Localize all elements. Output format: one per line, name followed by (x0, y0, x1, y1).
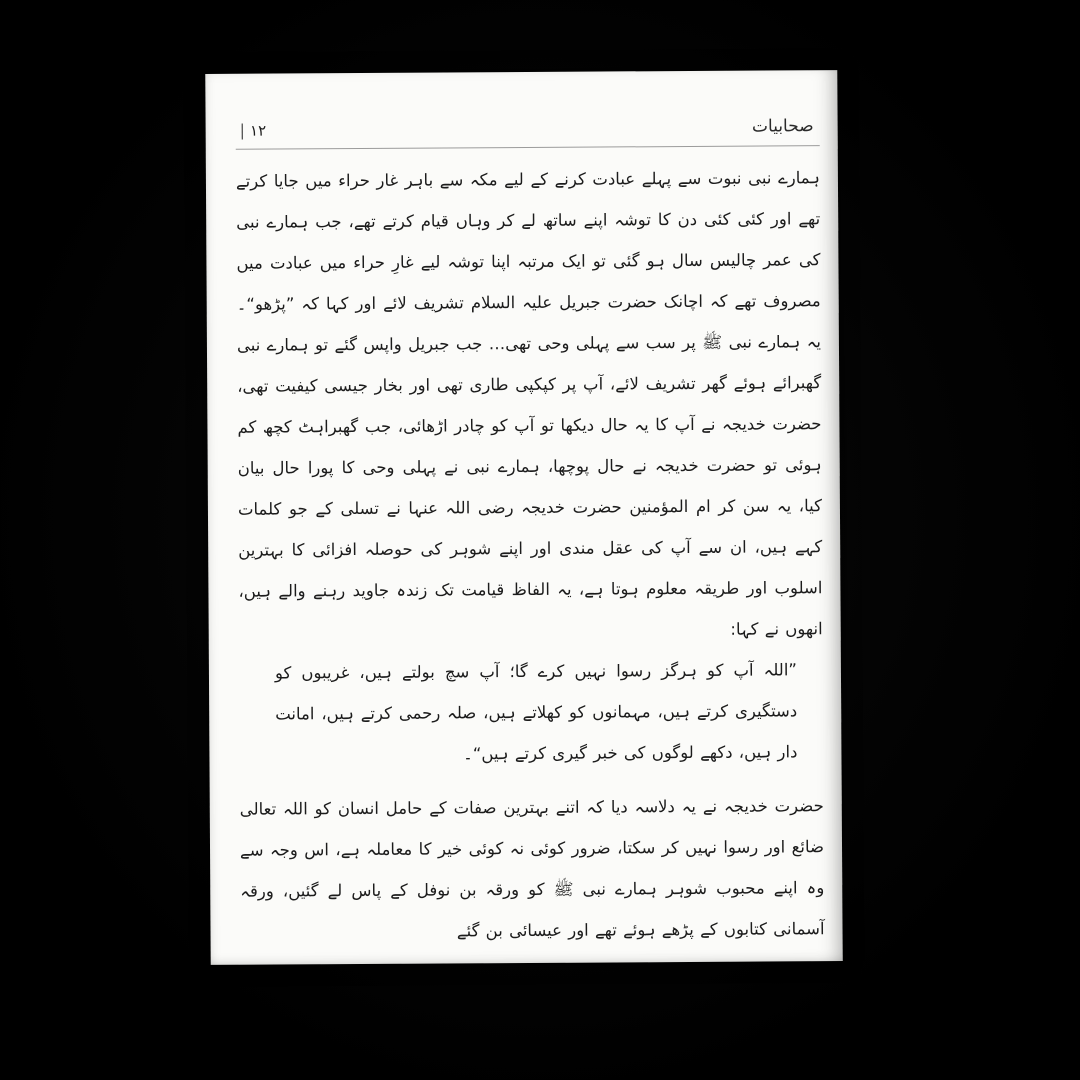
paragraph-revelation-story: ہمارے نبی نبوت سے پہلے عبادت کرنے کے لیے مکہ سے باہر غار حراء میں جایا کرتے تھے اور کئی کئی دن کا توشہ اپنے ساتھ لے کر وہاں قیام کرتے تھے، جب ہمارے نبی کی عمر چالیس سال ہو گئی تو ایک مرتبہ اپنا توشہ لیے غارِ حراء میں عبادت میں مصروف تھے کہ اچانک حضرت جبریل علیہ السلام تشریف لائے اور کہا کہ ”پڑھو“۔ یہ ہمارے نبی ﷺ پر سب سے پہلی وحی تھی… جب جبریل واپس گئے تو ہمارے نبی گھبرائے ہوئے گھر تشریف لائے، آپ پر کپکپی طاری تھی اور بخار جیسی کیفیت تھی، حضرت خدیجہ نے آپ کا یہ حال دیکھا تو آپ کو چادر اڑھائی، جب گھبراہٹ کچھ کم ہوئی تو حضرت خدیجہ نے حال پوچھا، ہمارے نبی نے پہلی وحی کا پورا حال بیان کیا، یہ سن کر ام المؤمنین حضرت خدیجہ رضی اللہ عنہا نے تسلی کے جو کلمات کہے ہیں، ان سے آپ کی عقل مندی اور اپنے شوہر کی حوصلہ افزائی کا بہترین اسلوب اور طریقہ معلوم ہوتا ہے، یہ الفاظ قیامت تک زندہ جاوید رہنے والے ہیں، انھوں نے کہا: (235, 168, 823, 639)
page-number-group (240, 121, 267, 140)
page-body (236, 157, 825, 953)
book-title: صحابیات (751, 116, 814, 137)
paragraph-khadija-quote: ”اللہ آپ کو ہرگز رسوا نہیں کرے گا؛ آپ سچ بولتے ہیں، غریبوں کو دستگیری کرتے ہیں، مہمانوں کو کھلاتے ہیں، صلہ رحمی کرتے ہیں، امانت دار ہیں، دکھے لوگوں کی خبر گیری کرتے ہیں“۔ (274, 660, 798, 764)
book-page (205, 70, 842, 965)
paragraph-waraqa-story: حضرت خدیجہ نے یہ دلاسہ دیا کہ اتنے بہترین صفات کے حامل انسان کو اللہ تعالی ضائع اور رسوا نہیں کر سکتا، ضرور کوئی نہ کوئی خیر کا معاملہ ہے، اس وجہ سے وہ اپنے محبوب شوہر ہمارے نبی ﷺ کو ورقہ بن نوفل کے پاس لے گئیں، ورقہ آسمانی کتابوں کے پڑھے ہوئے تھے اور عیسائی بن گئے (239, 796, 825, 941)
page-number: ۱۲ (249, 121, 267, 140)
page-header (236, 116, 820, 150)
page-number-separator: | (239, 120, 246, 140)
